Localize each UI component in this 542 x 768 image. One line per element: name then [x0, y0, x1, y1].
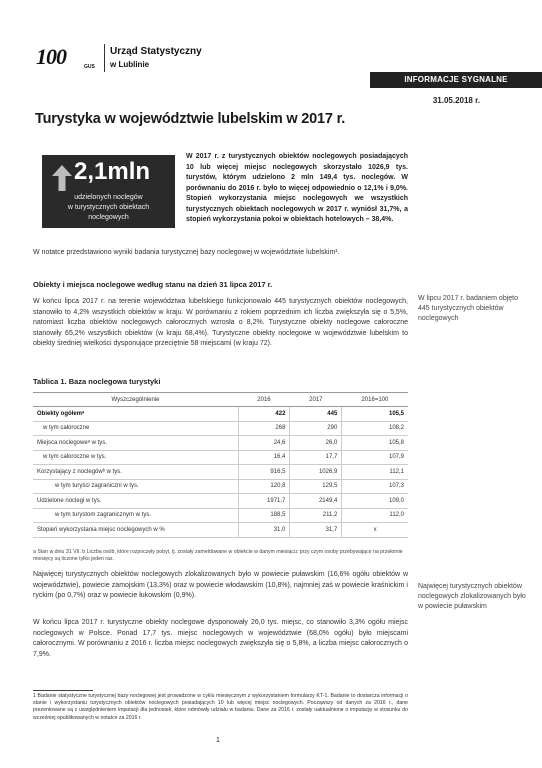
cell-2016: 24,6 — [238, 436, 290, 451]
cell-2017: 26,0 — [290, 436, 342, 451]
highlight-value: 2,1mln — [74, 158, 151, 185]
table-row — [33, 508, 408, 523]
paragraph-beds: W końcu lipca 2017 r. turystyczne obiekty noclegowe dysponowały 26,0 tys. miejsc, co stanowiło 3,3% ogółu miejsc noclegowych w Polsce. Ponad 17,7 tys. miejsc noclegowych w województwie (68,0% ogółu) było miejscami całorocznymi. W porównaniu z 2016 r. liczba miejsc noclegowych zwiększyła się o 5,8%, a liczba miejsc całorocznych o 7,9%. — [33, 619, 408, 658]
cell-index: 105,8 — [342, 436, 408, 451]
table-row — [33, 465, 408, 480]
header-index: 2016=100 — [342, 393, 408, 407]
logo-divider — [104, 44, 105, 72]
logo-100-mark: 100 — [36, 44, 66, 69]
header-2017: 2017 — [290, 393, 342, 407]
arrow-up-icon — [52, 165, 72, 191]
row-label: Miejsca noclegoweᵃ w tys. — [33, 436, 238, 451]
table-row — [33, 407, 408, 422]
row-label: w tym turystom zagranicznym w tys. — [33, 508, 238, 523]
paragraph-locations: Najwięcej turystycznych obiektów noclegowych zlokalizowanych było w powiecie puławskim (16,6% ogółu obiektów w województwie), powiecie zamojskim (13,3%) oraz w powiecie włodawskim (10,8%), najmniej zaś w powiecie kraśnickim i ryckim (po 0,7%) oraz w powiecie łukowskim (0,9%). — [33, 571, 408, 599]
header-2016: 2016 — [238, 393, 290, 407]
cell-index: 112,0 — [342, 508, 408, 523]
table-row — [33, 479, 408, 494]
table-row — [33, 523, 408, 538]
cell-2016: 268 — [238, 421, 290, 436]
table-row — [33, 436, 408, 451]
cell-2017: 31,7 — [290, 523, 342, 538]
cell-2016: 31,0 — [238, 523, 290, 538]
cell-index: x — [342, 523, 408, 538]
sidenote-locations: Najwięcej turystycznych obiektów noclegowych zlokalizowanych było w powiecie puławskim — [418, 583, 526, 610]
cell-2017: 2149,4 — [290, 494, 342, 509]
row-label: w tym całoroczne — [33, 421, 238, 436]
publication-date: 31.05.2018 r. — [432, 96, 480, 105]
sidenote-facilities: W lipcu 2017 r. badaniem objęto 445 turystycznych obiektów noclegowych — [418, 295, 519, 322]
cell-2017: 445 — [290, 407, 342, 422]
cell-index: 112,1 — [342, 465, 408, 480]
highlight-line3: noclegowych — [88, 214, 129, 221]
table-footnote: a Stan w dniu 31 VII. b Liczba osób, które rozpoczęły pobyt, tj. zostały zameldowane w obiekcie w danym miesiącu; przy czym osoby przebywające na przełomie miesięcy są liczone tylko jeden raz. — [33, 549, 403, 562]
page-title: Turystyka w województwie lubelskim w 2017 r. — [35, 111, 346, 127]
header-description: Wyszczególnienie — [33, 393, 238, 407]
cell-index: 107,9 — [342, 450, 408, 465]
table-row — [33, 494, 408, 509]
highlight-line2: w turystycznych obiektach — [67, 204, 150, 211]
cell-2017: 211,2 — [290, 508, 342, 523]
paragraph-facilities: W końcu lipca 2017 r. na terenie województwa lubelskiego funkcjonowało 445 turystycznych obiektów noclegowych, stanowiło to 4,2% wszystkich obiektów w kraju. W porównaniu z rokiem poprzednim ich liczba zwiększyła się o 5,5%, natomiast liczba obiektów noclegowych całorocznych wzrosła o 8,2%. Turystyczne obiekty noclegowe całoroczne stanowiły 65,2% wszystkich obiektów (w kraju 68,4%). Turystyczne obiekty noclegowe w województwie lubelskim to obiekty średniej wielkości dysponujące przeciętnie 58 miejscami (w kraju 72). — [33, 298, 408, 347]
table-row — [33, 450, 408, 465]
row-label: Obiekty ogółemᵃ — [33, 407, 238, 422]
cell-2017: 129,5 — [290, 479, 342, 494]
highlight-line1: udzielonych noclegów — [74, 194, 143, 201]
cell-2017: 17,7 — [290, 450, 342, 465]
table-header-row — [33, 393, 408, 407]
info-band: INFORMACJE SYGNALNE — [370, 72, 542, 88]
accommodation-table — [33, 392, 408, 538]
cell-2016: 916,5 — [238, 465, 290, 480]
cell-2016: 1971,7 — [238, 494, 290, 509]
office-name-line1: Urząd Statystyczny — [110, 46, 202, 57]
page-number: 1 — [216, 737, 220, 744]
table-caption: Tablica 1. Baza noclegowa turystyki — [33, 377, 161, 386]
table-row — [33, 421, 408, 436]
cell-2016: 422 — [238, 407, 290, 422]
cell-index: 105,5 — [342, 407, 408, 422]
row-label: Stopień wykorzystania miejsc noclegowych w % — [33, 523, 238, 538]
logo-gus-text: GUS — [84, 64, 95, 70]
row-label: Korzystający z noclegówᵇ w tys. — [33, 465, 238, 480]
cell-index: 109,0 — [342, 494, 408, 509]
highlight-box — [42, 155, 175, 228]
cell-index: 107,3 — [342, 479, 408, 494]
cell-2017: 290 — [290, 421, 342, 436]
cell-2016: 16,4 — [238, 450, 290, 465]
footnote: 1 Badanie statystyczne turystycznej bazy noclegowej jest prowadzone w cyklu miesięcznym z wykorzystaniem formularzy KT-1. Badanie to dostarcza informacji o stanie i wykorzystaniu turystycznych obiektów noclegowych posiadających 10 lub więcej miejsc noclegowych. Począwszy od danych za 2016 r., dane prezentowane są z uwzględnieniem imputacji dla jednostek, które odmówiły udziału w badaniu. Dane za 2016 r. zostały uaktualnione o imputację w stosunku do wcześniej opublikowanych w notatce za 2016 r. — [33, 693, 408, 721]
cell-2017: 1026,9 — [290, 465, 342, 480]
cell-index: 108,2 — [342, 421, 408, 436]
row-label: w tym całoroczne w tys. — [33, 450, 238, 465]
lead-paragraph: W 2017 r. z turystycznych obiektów noclegowych posiadających 10 lub więcej miejsc noclegowych skorzystało 1026,9 tys. turystów, którym udzielono 2 mln 149,4 tys. noclegów. W porównaniu do 2016 r. było to więcej odpowiednio o 12,1% i 9,0%. Stopień wykorzystania miejsc noclegowych we wszystkich turystycznych obiektach noclegowych w 2017 r. wyniósł 31,7%, a stopień wykorzystania pokoi w obiektach hotelowych – 38,4%. — [186, 153, 408, 223]
office-name-line2: w Lublinie — [110, 60, 150, 69]
cell-2016: 188,5 — [238, 508, 290, 523]
cell-2016: 120,8 — [238, 479, 290, 494]
intro-paragraph: W notatce przedstawiono wyniki badania turystycznej bazy noclegowej w województwie lubelskim¹. — [33, 249, 340, 256]
footnote-divider — [33, 690, 93, 691]
row-label: w tym turyści zagraniczni w tys. — [33, 479, 238, 494]
section-heading: Obiekty i miejsca noclegowe według stanu na dzień 31 lipca 2017 r. — [33, 280, 273, 289]
row-label: Udzielone noclegi w tys. — [33, 494, 238, 509]
